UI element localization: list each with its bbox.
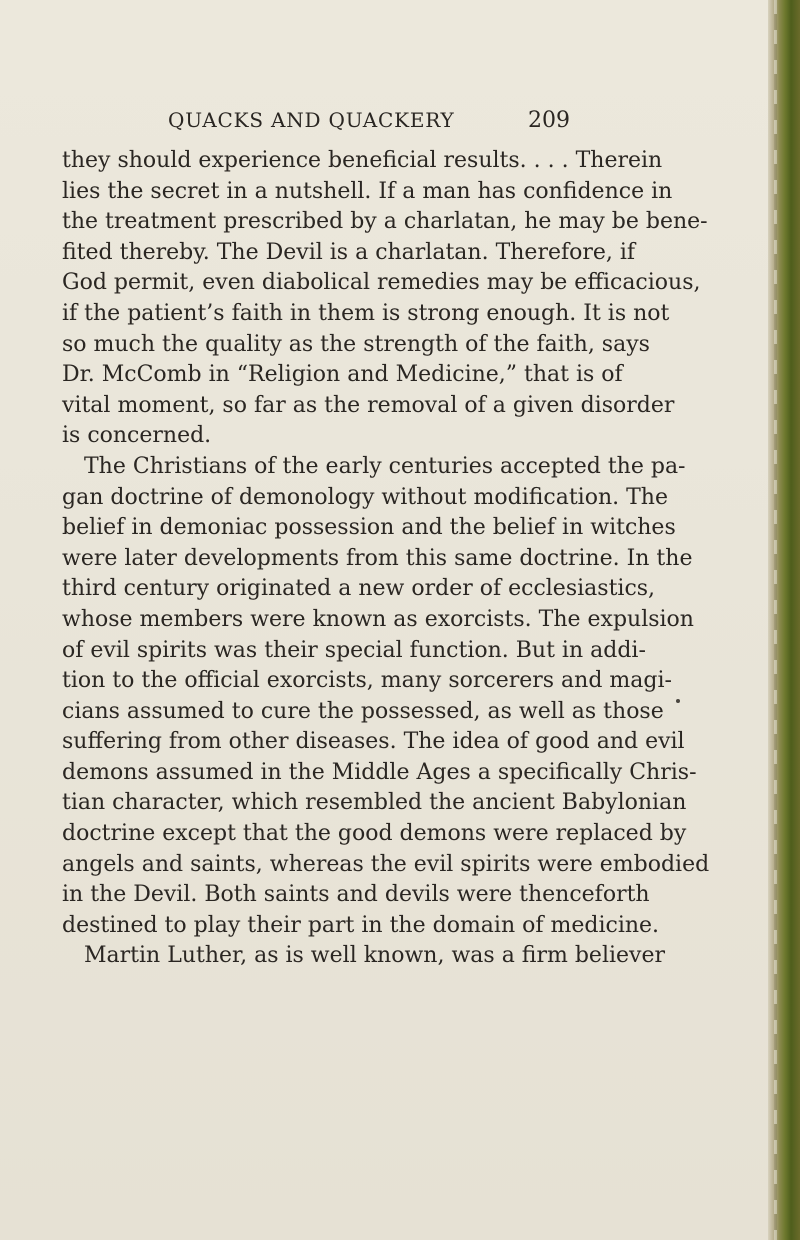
text-line: tion to the official exorcists, many sorcerers and magi- [62,668,672,694]
text-line: Dr. McComb in “Religion and Medicine,” that is of [62,362,623,388]
text-line: Martin Luther, as is well known, was a firm believer [84,943,666,969]
text-line: if the patient’s faith in them is strong enough. It is not [62,300,670,326]
text-line: doctrine except that the good demons were replaced by [62,821,687,847]
text-line: the treatment prescribed by a charlatan, he may be bene- [62,209,708,235]
text-line: destined to play their part in the domain of medicine. [62,912,660,938]
running-title: QUACKS AND QUACKERY [168,108,455,132]
text-line: demons assumed in the Middle Ages a specifically Chris- [62,759,697,785]
text-line: cians assumed to cure the possessed, as well as those [62,698,664,724]
text-line: gan doctrine of demonology without modification. The [62,484,668,510]
paragraph-start-line: The Christians of the early centuries accepted the pa- [84,453,686,479]
page-edge-binding [768,0,800,1240]
page-number: 209 [528,108,570,133]
text-line: were later developments from this same doctrine. In the [62,545,693,571]
margin-speck [676,699,680,703]
text-line: so much the quality as the strength of the faith, says [62,331,650,357]
text-line: is concerned. [62,423,212,449]
page-header [168,108,570,136]
text-line: vital moment, so far as the removal of a given disorder [62,392,675,418]
text-line: of evil spirits was their special function. But in addi- [62,637,646,663]
text-line: God permit, even diabolical remedies may be efficacious, [62,270,701,296]
text-line: tian character, which resembled the ancient Babylonian [62,790,687,816]
text-line: fited thereby. The Devil is a charlatan. Therefore, if [62,239,636,265]
text-line: lies the secret in a nutshell. If a man has confidence in [62,178,673,204]
text-line: angels and saints, whereas the evil spirits were embodied [62,851,710,877]
text-line: suffering from other diseases. The idea of good and evil [62,729,685,755]
text-line: in the Devil. Both saints and devils were thenceforth [62,882,650,908]
body-text [62,146,710,972]
text-line: third century originated a new order of ecclesiastics, [62,576,656,602]
text-line: belief in demoniac possession and the belief in witches [62,515,676,541]
text-line: they should experience beneficial results. . . . Therein [62,148,663,173]
text-line: whose members were known as exorcists. The expulsion [62,606,694,632]
